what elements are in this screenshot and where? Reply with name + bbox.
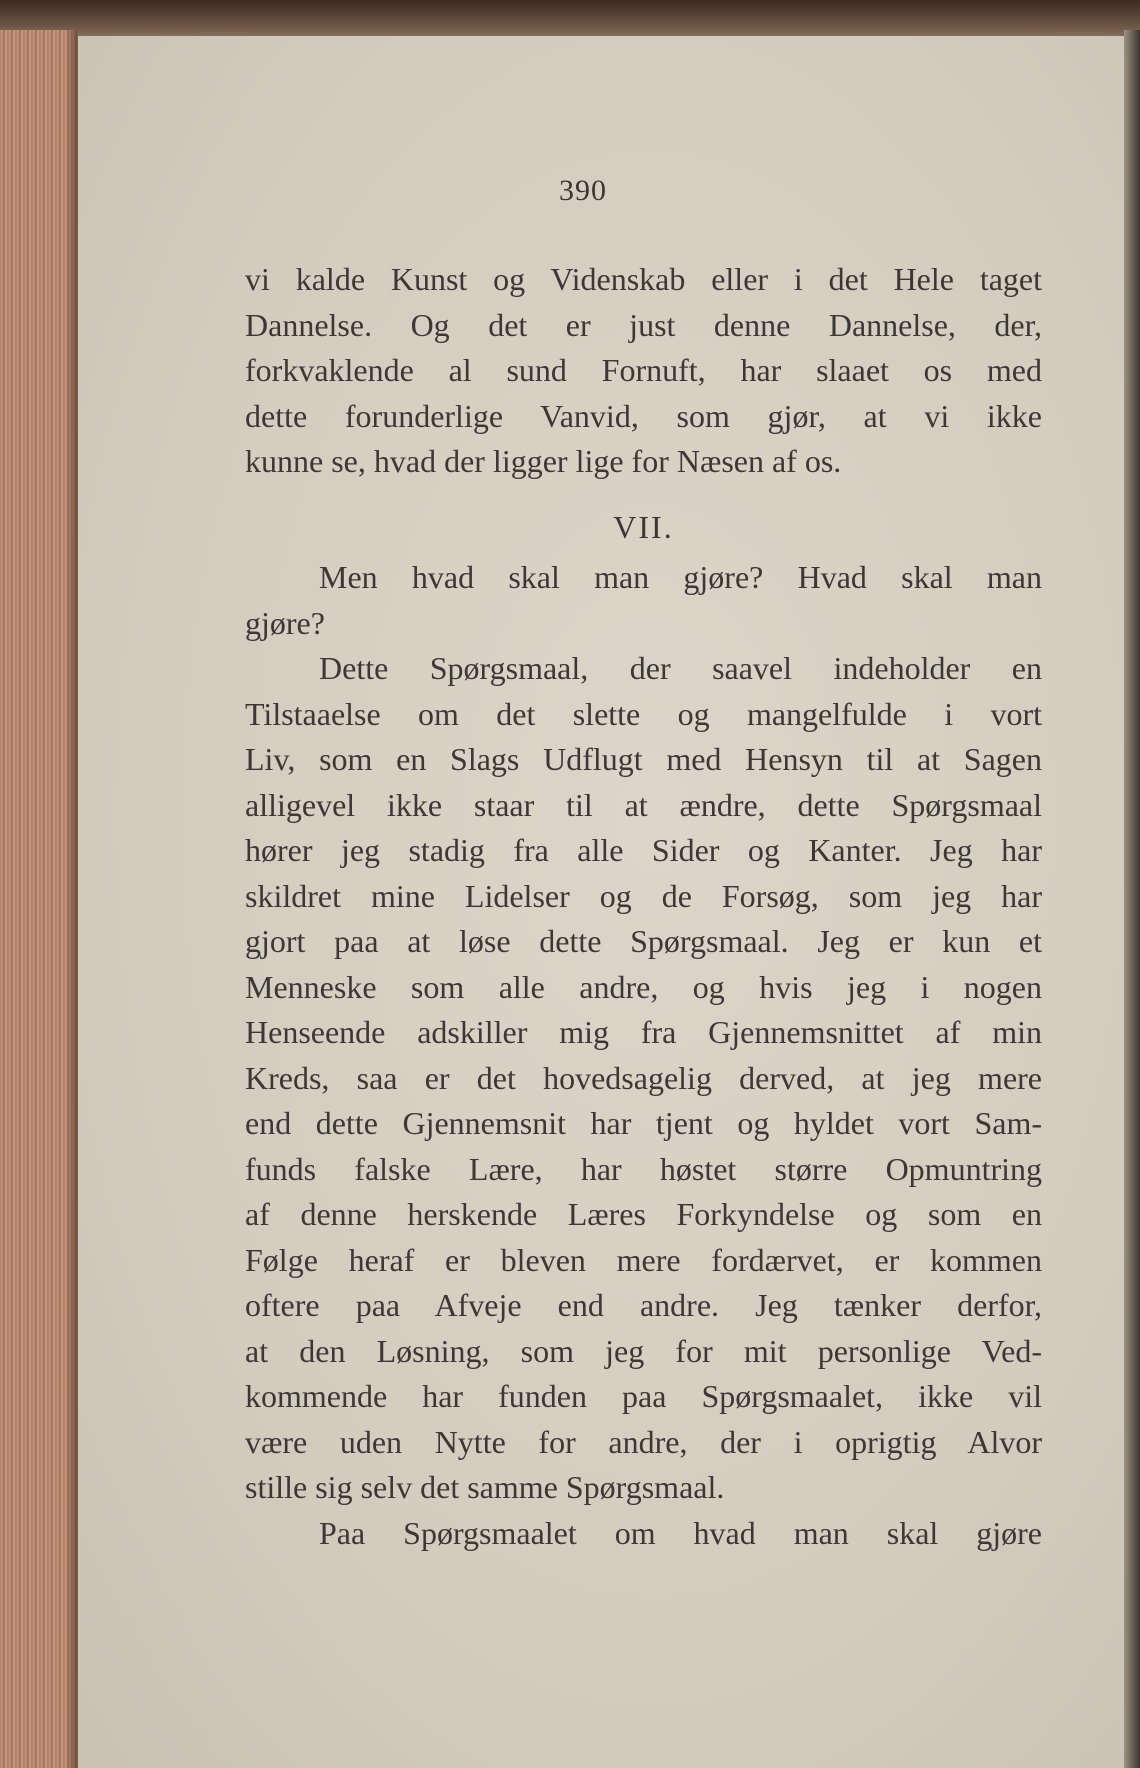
text-line: funds falske Lære, har høstet større Opmuntring xyxy=(245,1150,1042,1187)
text-line: gjøre? xyxy=(245,604,325,641)
text-line: hører jeg stadig fra alle Sider og Kanter. Jeg har xyxy=(245,832,1042,868)
text-line: oftere paa Afveje end andre. Jeg tænker derfor, xyxy=(245,1287,1042,1323)
text-line: at den Løsning, som jeg for mit personlige Ved- xyxy=(245,1332,1042,1369)
text-line: af denne herskende Læres Forkyndelse og som en xyxy=(245,1196,1042,1232)
text-line: Dette Spørgsmaal, der saavel indeholder en xyxy=(319,650,1042,686)
text-line: kommende har funden paa Spørgsmaalet, ikke vil xyxy=(245,1378,1042,1414)
text-line: Tilstaaelse om det slette og mangelfulde i vort xyxy=(245,695,1042,732)
text-line: gjort paa at løse dette Spørgsmaal. Jeg er kun et xyxy=(245,923,1042,959)
text-line: Men hvad skal man gjøre? Hvad skal man xyxy=(319,559,1042,595)
text-line: forkvaklende al sund Fornuft, har slaaet os med xyxy=(245,352,1042,388)
text-line: end dette Gjennemsnit har tjent og hyldet vort Sam- xyxy=(245,1105,1042,1141)
text-line: Liv, som en Slags Udflugt med Hensyn til at Sagen xyxy=(245,741,1042,777)
printed-page xyxy=(78,36,1124,1768)
text-line: Dannelse. Og det er just denne Dannelse, der, xyxy=(245,306,1042,343)
text-line: vi kalde Kunst og Videnskab eller i det Hele taget xyxy=(245,261,1042,297)
text-line: dette forunderlige Vanvid, som gjør, at vi ikke xyxy=(245,397,1042,434)
text-line: skildret mine Lidelser og de Forsøg, som jeg har xyxy=(245,877,1042,914)
text-line: Paa Spørgsmaalet om hvad man skal gjøre xyxy=(319,1514,1042,1551)
page-block-edge xyxy=(0,30,78,1768)
text-line: alligevel ikke staar til at ændre, dette Spørgsmaal xyxy=(245,786,1042,823)
section-heading: VII. xyxy=(613,508,674,545)
text-line: kunne se, hvad der ligger lige for Næsen af os. xyxy=(245,443,842,479)
book-top-edge xyxy=(0,0,1140,40)
text-line: Følge heraf er bleven mere fordærvet, er kommen xyxy=(245,1241,1042,1278)
page-number: 390 xyxy=(559,174,607,207)
text-line: Kreds, saa er det hovedsagelig derved, at jeg mere xyxy=(245,1059,1042,1096)
text-line: stille sig selv det samme Spørgsmaal. xyxy=(245,1469,725,1505)
binding-edge xyxy=(1124,30,1140,1768)
text-line: Henseende adskiller mig fra Gjennemsnittet af min xyxy=(245,1014,1042,1050)
text-line: være uden Nytte for andre, der i oprigtig Alvor xyxy=(245,1423,1042,1460)
body-text xyxy=(245,257,1042,1556)
text-line: Menneske som alle andre, og hvis jeg i nogen xyxy=(245,968,1042,1005)
